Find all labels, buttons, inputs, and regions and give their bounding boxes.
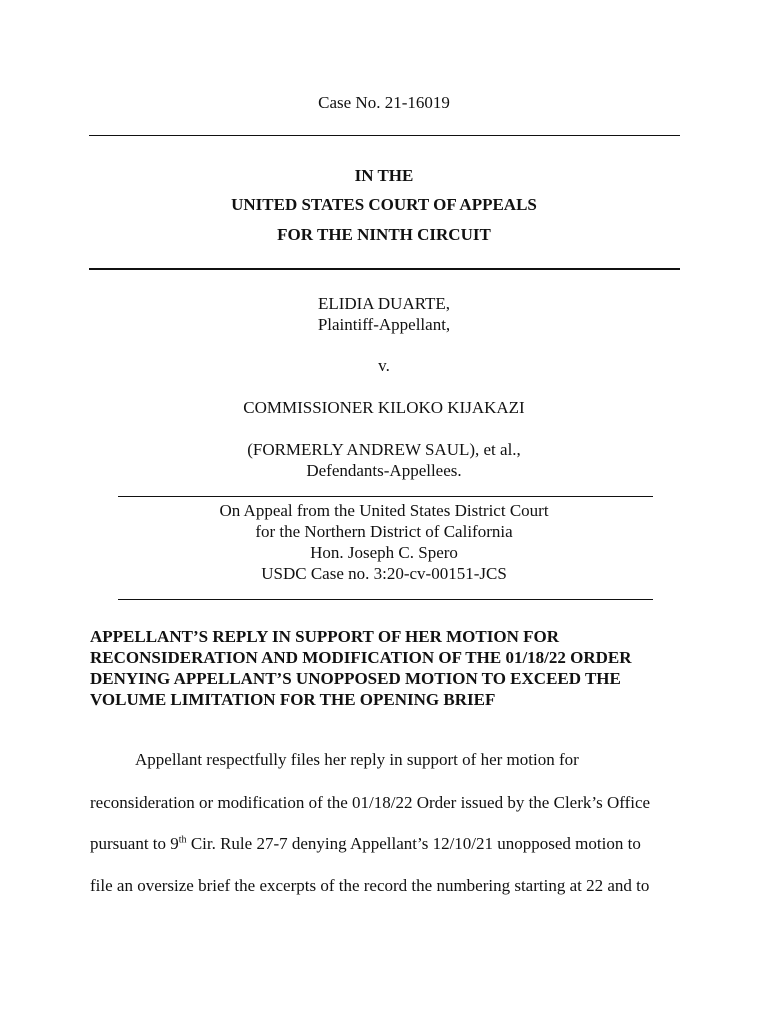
motion-title-line-1: APPELLANT’S REPLY IN SUPPORT OF HER MOTION FOR <box>90 627 559 646</box>
motion-title <box>90 626 690 710</box>
court-heading-line-1: IN THE <box>354 166 414 185</box>
plaintiff-role: Plaintiff-Appellant, <box>317 315 451 334</box>
judge-name: Hon. Joseph C. Spero <box>310 543 458 562</box>
case-number: Case No. 21-16019 <box>318 93 450 112</box>
defendant-role: Defendants-Appellees. <box>306 461 462 480</box>
body-line-3-pre: pursuant to 9 <box>90 834 179 853</box>
district-case-number: USDC Case no. 3:20-cv-00151-JCS <box>261 564 507 583</box>
defendant-name: COMMISSIONER KILOKO KIJAKAZI <box>243 398 525 417</box>
defendant-formerly: (FORMERLY ANDREW SAUL), et al., <box>247 440 521 459</box>
court-divider <box>89 268 680 270</box>
body-line-2: reconsideration or modification of the 01/18/22 Order issued by the Clerk’s Office <box>90 793 651 812</box>
motion-title-line-2: RECONSIDERATION AND MODIFICATION OF THE 01/18/22 ORDER <box>90 648 632 667</box>
appeal-top-rule <box>118 496 653 497</box>
plaintiff-name: ELIDIA DUARTE, <box>317 294 451 313</box>
ordinal-superscript: th <box>178 834 187 846</box>
court-heading-line-2: UNITED STATES COURT OF APPEALS <box>231 195 537 214</box>
top-divider <box>89 135 680 136</box>
appeal-bottom-rule <box>118 599 653 600</box>
court-heading-line-3: FOR THE NINTH CIRCUIT <box>277 225 491 244</box>
body-line-3 <box>90 834 641 854</box>
motion-title-line-3: DENYING APPELLANT’S UNOPPOSED MOTION TO EXCEED THE <box>90 669 621 688</box>
body-line-3-post: Cir. Rule 27-7 denying Appellant’s 12/10/21 unopposed motion to <box>186 834 641 853</box>
motion-title-line-4: VOLUME LIMITATION FOR THE OPENING BRIEF <box>90 690 496 709</box>
body-line-1: Appellant respectfully files her reply in support of her motion for <box>135 750 579 769</box>
appeal-line-2: for the Northern District of California <box>255 522 513 541</box>
appeal-line-1: On Appeal from the United States District Court <box>219 501 549 520</box>
body-line-4: file an oversize brief the excerpts of the record the numbering starting at 22 and to <box>90 876 650 895</box>
versus: v. <box>378 356 390 375</box>
